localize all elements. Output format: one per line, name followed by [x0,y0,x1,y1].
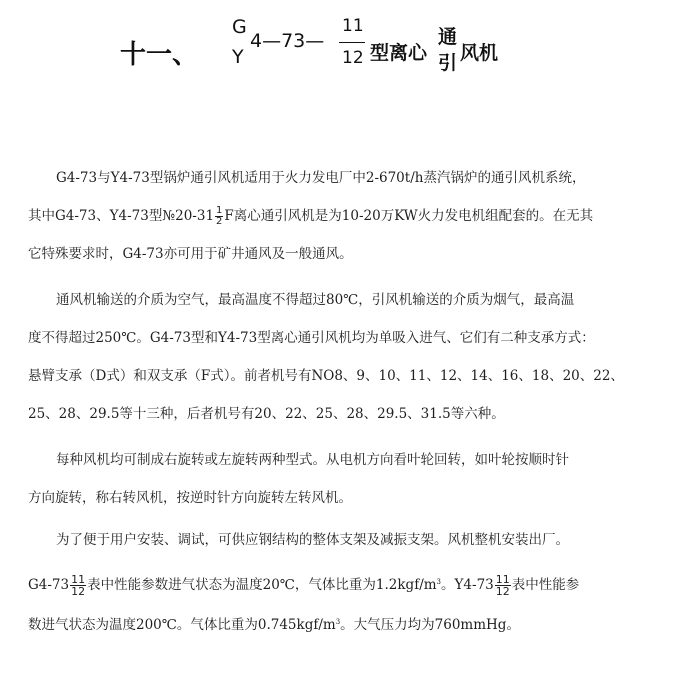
title-prefix: 十一、 [120,40,199,70]
p4-line2-b: 表中性能参数进气状态为温度20℃，气体比重为1.2kgf/m [87,577,437,593]
p1-line2-b: F离心通引风机是为10-20万KW火力发电机组配套的。在无其 [224,208,594,224]
superscript-3: 3 [335,618,341,626]
fraction-numerator: 11 [71,573,86,586]
title-frac-bar [339,42,365,43]
p4-line2-a: G4-73 [28,577,70,593]
p1-line3: 它特殊要求时，G4-73亦可用于矿井通风及一般通风。 [28,246,353,262]
title-frac-num: 11 [342,16,364,36]
p2-line3: 悬臂支承（D式）和双支承（F式）。前者机号有NO8、9、10、11、12、14、16、18、20、22、 [28,368,624,384]
title-end: 风机 [460,42,499,64]
p3-line1: 每种风机均可制成右旋转或左旋转两种型式。从电机方向看叶轮回转，如叶轮按顺时针 [56,452,569,468]
p4-line2-fraction-2 [495,574,511,597]
fraction-numerator: 1 [216,205,223,216]
p4-line3 [28,612,520,632]
p2-line2: 度不得超过250℃。G4-73型和Y4-73型离心通引风机均为单吸入进气、它们有二种支承方式： [28,330,595,346]
p1-line2 [28,206,593,226]
superscript-3: 3 [436,578,442,586]
p4-line2-d: 表中性能参 [511,577,580,593]
title-g: G [232,16,247,38]
p3-line2: 方向旋转，称右转风机，按逆时针方向旋转左转风机。 [28,490,352,506]
fraction-numerator: 11 [495,573,510,586]
p1-line2-fraction [215,206,223,227]
p2-line4: 25、28、29.5等十三种，后者机号有20、22、25、28、29.5、31.5等六种。 [28,406,505,422]
title-stack-top: 通 [438,26,458,48]
fraction-denominator: 12 [71,585,86,598]
p4-line3-b: 。大气压力均为760mmHg。 [340,617,520,633]
p4-line2-fraction-1 [70,574,86,597]
p1-line1: G4-73与Y4-73型锅炉通引风机适用于火力发电厂中2-670t/h蒸汽锅炉的通引风机系统， [56,170,586,186]
title-suffix: 型离心 [370,42,428,64]
p4-line2-c: 。Y4-73 [441,577,494,593]
title-model: 4—73— [250,30,325,52]
title-stack-bottom: 引 [438,52,458,74]
p1-line2-a: 其中G4-73、Y4-73型№20-31 [28,208,215,224]
p4-line2 [28,572,580,598]
fraction-denominator: 12 [495,585,510,598]
p4-line1: 为了便于用户安装、调试，可供应钢结构的整体支架及减振支架。风机整机安装出厂。 [56,532,569,548]
title-frac-den: 12 [342,48,364,68]
title-y: Y [232,46,244,68]
fraction-denominator: 2 [216,216,223,227]
p2-line1: 通风机输送的介质为空气，最高温度不得超过80℃，引风机输送的介质为烟气，最高温 [56,292,575,308]
p4-line3-a: 数进气状态为温度200℃。气体比重为0.745kgf/m [28,617,336,633]
